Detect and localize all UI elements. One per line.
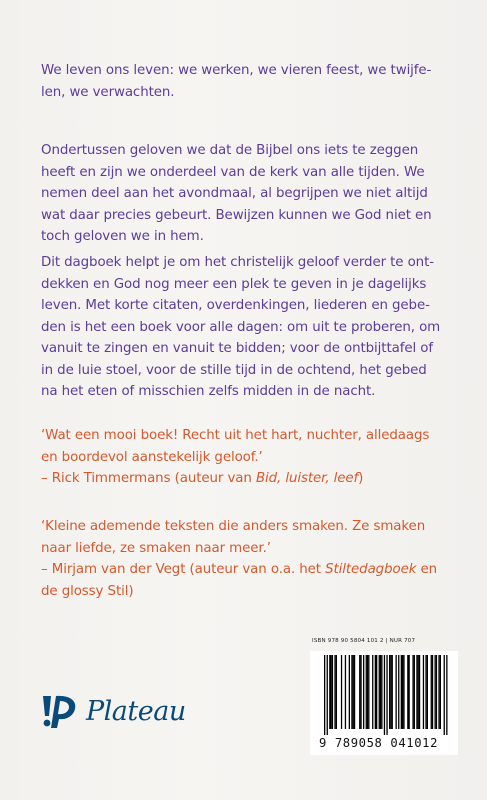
quote-attribution xyxy=(41,468,453,490)
barcode-bar xyxy=(372,655,373,729)
text-line: len, we verwachten. xyxy=(41,84,175,100)
quote-line: ‘Wat een mooi boek! Recht uit het hart, nuchter, alledaags xyxy=(41,428,430,443)
barcode-bar xyxy=(398,655,399,729)
attribution-text: – Rick Timmermans (auteur van xyxy=(41,471,256,486)
barcode-bar xyxy=(381,655,382,729)
text-line: vanuit te zingen en vanuit te bidden; voor de ontbijttafel of xyxy=(41,341,433,356)
barcode-bar xyxy=(366,655,367,729)
review-quote xyxy=(41,516,453,602)
barcode-bar xyxy=(386,655,387,735)
barcode-bar xyxy=(336,655,337,729)
barcode-bar xyxy=(390,655,391,729)
barcode-bar xyxy=(345,655,346,729)
text-line: nemen deel aan het avondmaal, al begrijpen we niet altijd xyxy=(41,186,428,201)
description-paragraph xyxy=(41,252,453,403)
barcode-bar xyxy=(407,655,408,729)
text-line: den is het een boek voor alle dagen: om uit te proberen, om xyxy=(41,319,441,335)
barcode-bar xyxy=(418,655,419,729)
text-line: toch geloven we in hem. xyxy=(41,229,204,244)
quote-line: en boordevol aanstekelijk geloof.’ xyxy=(41,449,263,465)
barcode-bar xyxy=(440,655,441,729)
barcode-bar xyxy=(375,655,376,729)
review-quote xyxy=(41,425,453,490)
quote-attribution: de glossy Stil) xyxy=(41,583,134,599)
barcode-bar xyxy=(354,655,355,729)
barcode-bar xyxy=(432,655,433,729)
text-line: dekken en God nog meer een plek te geven in je dagelijks xyxy=(41,276,427,292)
barcode-bar xyxy=(331,655,332,729)
barcode-bar xyxy=(416,655,417,729)
barcode-bar xyxy=(341,655,342,729)
barcode-bar xyxy=(425,655,426,729)
barcode-bar xyxy=(332,655,333,729)
barcode-bar xyxy=(389,655,390,729)
barcode-bar xyxy=(368,655,369,729)
barcode-bar xyxy=(435,655,436,729)
barcode-bar xyxy=(380,655,381,729)
book-title: Bid, luister, leef xyxy=(255,471,359,486)
barcode-bar xyxy=(444,655,445,735)
barcode-bar xyxy=(438,655,439,729)
text-line: Ondertussen geloven we dat de Bijbel ons iets te zeggen xyxy=(41,143,419,158)
barcode-bar xyxy=(327,655,328,735)
text-line: leven. Met korte citaten, overdenkingen, liederen en gebe- xyxy=(41,298,430,313)
barcode-bar xyxy=(367,655,368,729)
barcode-bar xyxy=(423,655,424,729)
quote-line: naar liefde, ze smaken naar meer.’ xyxy=(41,540,271,556)
barcode-bar xyxy=(359,655,360,729)
barcode-bar xyxy=(349,655,350,729)
barcode-bar xyxy=(402,655,403,729)
barcode-bar xyxy=(334,655,335,729)
barcode-bar xyxy=(419,655,420,729)
attribution-text: ) xyxy=(358,471,364,486)
barcode-bar xyxy=(431,655,432,729)
intro-paragraph xyxy=(41,60,453,103)
barcode-bar xyxy=(329,655,330,729)
quote-attribution xyxy=(41,559,453,581)
barcode-bar xyxy=(427,655,428,729)
faith-paragraph xyxy=(41,140,453,248)
barcode-bar xyxy=(414,655,415,729)
barcode-bar xyxy=(363,655,364,729)
barcode-bar xyxy=(401,655,402,729)
barcode-bar xyxy=(412,655,413,729)
barcode-bar xyxy=(324,655,325,735)
barcode-bar xyxy=(351,655,352,729)
plateau-logo-icon xyxy=(40,692,78,730)
barcode-bar xyxy=(376,655,377,729)
barcode-bar xyxy=(392,655,393,729)
text-line: na het eten of misschien zelfs midden in de nacht. xyxy=(41,384,376,399)
barcode-bar xyxy=(353,655,354,729)
barcode-number: 9 789058 041012 xyxy=(319,736,439,750)
book-title: Stiltedagboek xyxy=(325,562,417,577)
barcode-bar xyxy=(379,655,380,729)
quote-line: ‘Kleine ademende teksten die anders smaken. Ze smaken xyxy=(41,519,426,534)
attribution-text: en xyxy=(416,562,438,577)
barcode-bar xyxy=(409,655,410,729)
text-line: heeft en zijn we onderdeel van de kerk van alle tijden. We xyxy=(41,164,425,180)
isbn-label: ISBN 978 90 5804 101 2 | NUR 707 xyxy=(312,638,416,644)
barcode-bars xyxy=(310,651,458,735)
barcode-bar xyxy=(384,655,385,735)
barcode-bar xyxy=(360,655,361,729)
attribution-text: – Mirjam van der Vegt (auteur van o.a. het xyxy=(41,562,326,577)
text-line: in de luie stoel, voor de stille tijd in de ochtend, het gebed xyxy=(41,362,427,378)
barcode-bar xyxy=(403,655,404,729)
publisher-logo xyxy=(40,692,186,730)
text-line: Dit dagboek helpt je om het christelijk geloof verder te ont- xyxy=(41,255,434,270)
text-line: We leven ons leven: we werken, we vieren feest, we twijfe- xyxy=(41,63,432,78)
barcode-bar xyxy=(436,655,437,729)
barcode-bar xyxy=(396,655,397,729)
publisher-name: Plateau xyxy=(86,695,186,727)
barcode-bar xyxy=(446,655,447,735)
text-line: wat daar precies gebeurt. Bewijzen kunnen we God niet en xyxy=(41,207,432,223)
